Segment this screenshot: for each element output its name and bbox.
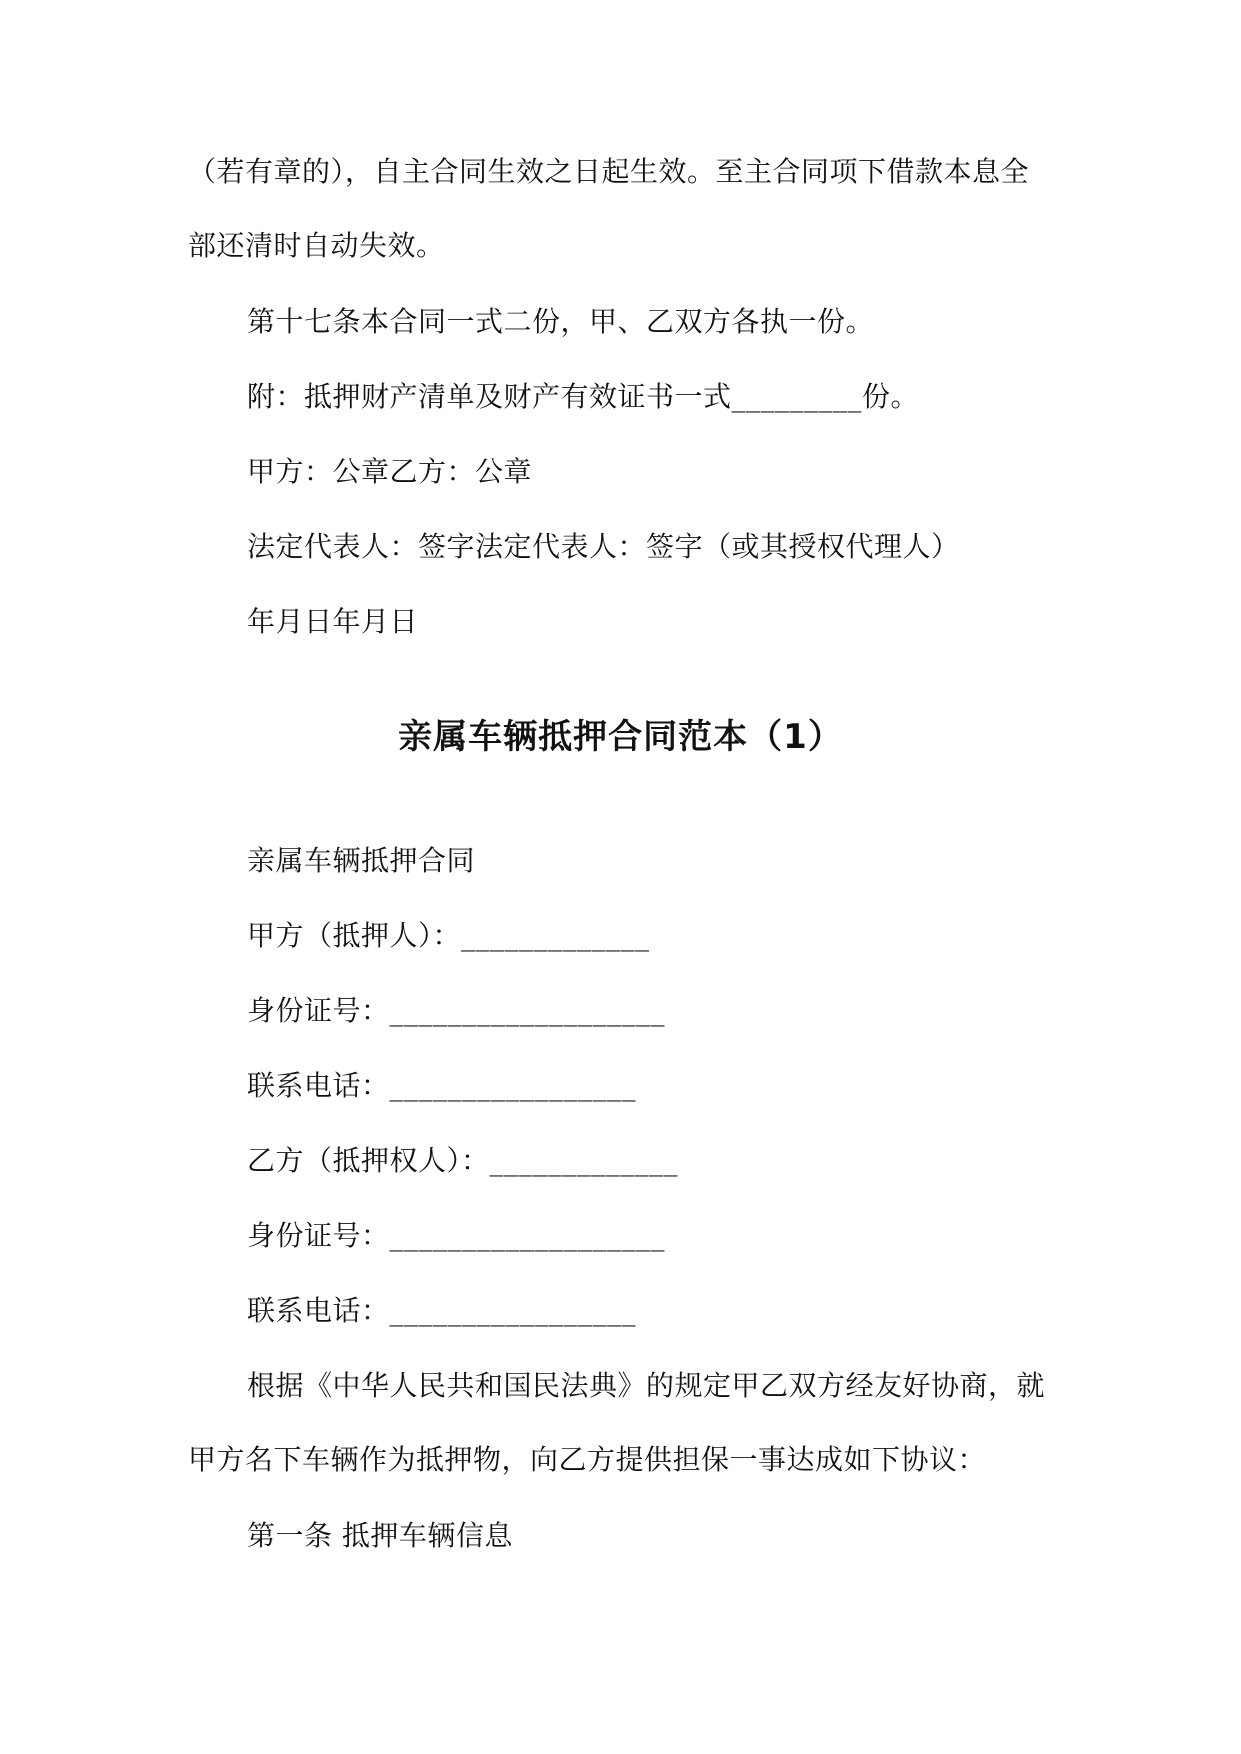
article-17: 第十七条本合同一式二份，甲、乙双方各执一份。 (247, 305, 875, 338)
party-b-field: 乙方（抵押权人）：_____________ (247, 1144, 679, 1177)
party-a-phone-field: 联系电话：_________________ (247, 1069, 637, 1102)
document-title: 亲属车辆抵押合同范本（1） (398, 717, 843, 757)
party-a-field: 甲方（抵押人）：_____________ (247, 919, 650, 952)
party-b-phone-field: 联系电话：_________________ (247, 1294, 637, 1327)
preamble-line-1: 根据《中华人民共和国民法典》的规定甲乙双方经友好协商，就 (247, 1369, 1046, 1402)
attachment-note: 附：抵押财产清单及财产有效证书一式_________份。 (247, 380, 920, 413)
article-1-heading: 第一条 抵押车辆信息 (247, 1519, 513, 1552)
representative-signature-line: 法定代表人：签字法定代表人：签字（或其授权代理人） (247, 530, 960, 563)
party-seal-line: 甲方：公章乙方：公章 (247, 455, 533, 488)
paragraph-line: 部还清时自动失效。 (188, 229, 445, 262)
preamble-line-2: 甲方名下车辆作为抵押物，向乙方提供担保一事达成如下协议： (188, 1443, 987, 1476)
contract-heading: 亲属车辆抵押合同 (247, 844, 476, 877)
paragraph-line: （若有章的），自主合同生效之日起生效。至主合同项下借款本息全 (188, 155, 1030, 188)
party-a-id-field: 身份证号：___________________ (247, 994, 666, 1027)
date-line: 年月日年月日 (247, 605, 419, 638)
party-b-id-field: 身份证号：___________________ (247, 1219, 666, 1252)
